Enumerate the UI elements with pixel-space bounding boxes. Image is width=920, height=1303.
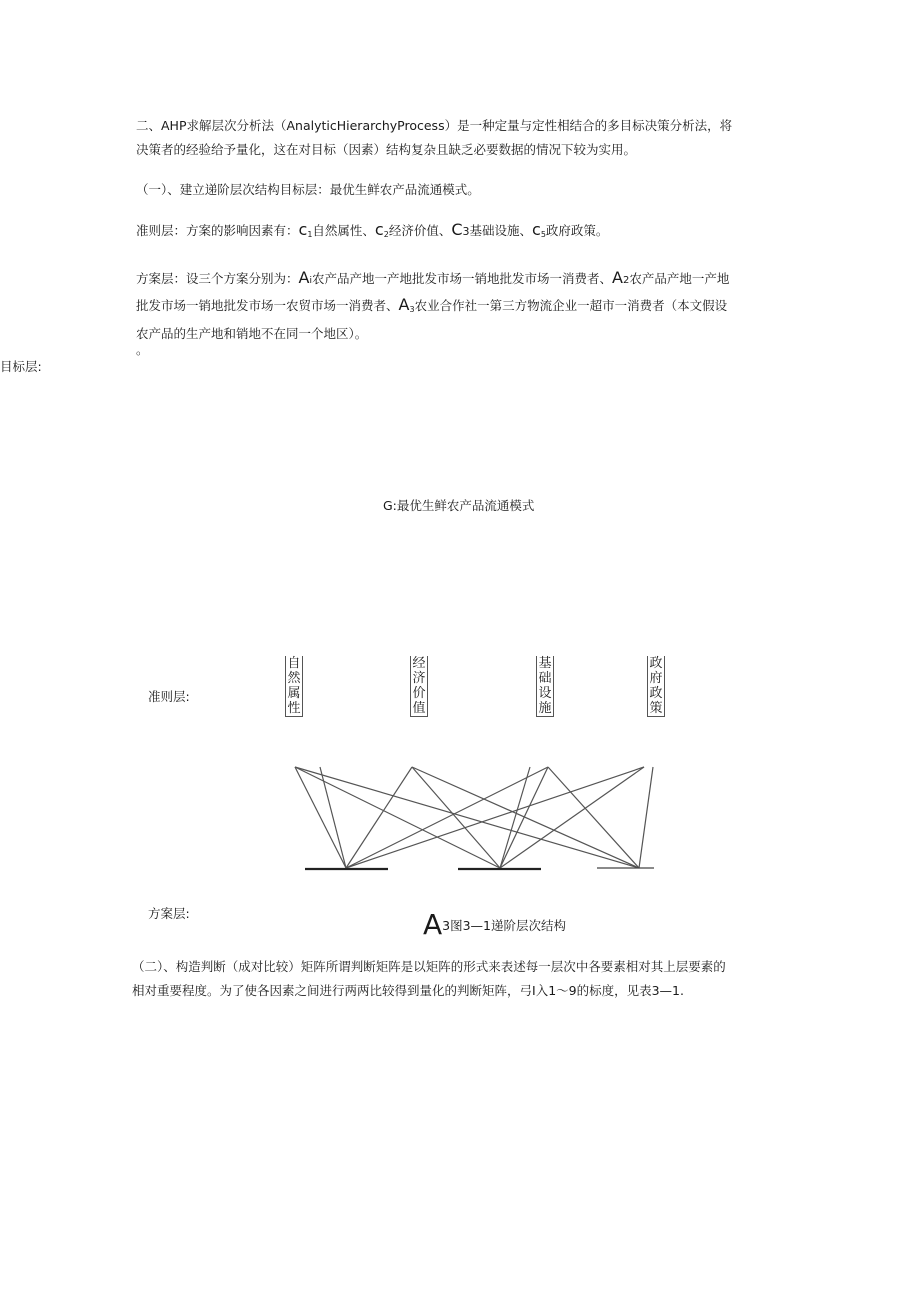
criterion-c2-subscript: 2 [383, 230, 389, 239]
plan-a3-letter: A [398, 295, 410, 314]
criteria-prefix: 准则层：方案的影响因素有： [136, 223, 299, 238]
intro-line-2: 决策者的经验给予量化，这在对目标（因素）结构复杂且缺乏必要数据的情况下较为实用。 [136, 142, 637, 157]
plan-a1-letter: A [298, 268, 310, 287]
criterion-node-infrastructure: 基础设施 [536, 656, 554, 717]
connector-line [639, 767, 653, 868]
plan-a3-text: 农业合作社一第三方物流企业一超市一消费者（本文假设 [414, 298, 728, 313]
criterion-c1-letter: c [298, 220, 308, 239]
connector-line [500, 767, 548, 868]
section-2-line-1: （二）、构造判断（成对比较）矩阵所谓判断矩阵是以矩阵的形式来表述每一层次中各要素相对其上层要素的 [132, 959, 726, 974]
plan-prefix: 方案层：设三个方案分别为： [136, 271, 299, 286]
plan-a1-subscript: i [309, 276, 312, 286]
connector-line [500, 767, 644, 868]
criterion-c5-letter: c [532, 220, 541, 239]
caption-text: 3图3—1递阶层次结构 [442, 918, 567, 933]
plan-a2-text-line1: 农产品产地一产地 [629, 271, 730, 286]
connector-line [320, 767, 346, 868]
criterion-c1-subscript: 1 [307, 230, 313, 239]
criterion-c5-text: 政府政策。 [545, 223, 609, 238]
caption-a3-letter: A [423, 908, 443, 941]
connector-line [548, 767, 639, 868]
connector-line [295, 767, 500, 868]
criterion-node-economic: 经济价值 [410, 656, 428, 717]
section-2-paragraph [132, 955, 792, 1003]
connector-line [346, 767, 644, 868]
criterion-node-natural: 自然属性 [285, 656, 303, 717]
criterion-c1-text: 自然属性、 [312, 223, 375, 238]
goal-node: G:最优生鲜农产品流通模式 [383, 498, 535, 513]
plan-layer-label: 方案层: [148, 906, 190, 921]
intro-line-1: 二、AHP求解层次分析法（AnalyticHierarchyProcess）是一种定量与定性相结合的多目标决策分析法，将 [136, 118, 733, 133]
figure-caption [423, 908, 566, 941]
plan-a2-letter: A [612, 268, 623, 287]
criterion-c2-letter: c [374, 220, 384, 239]
connector-line [295, 767, 639, 868]
connector-line [412, 767, 500, 868]
criterion-c5-subscript: 5 [540, 230, 546, 239]
criterion-c3-letter: C [451, 220, 463, 239]
stray-dot: 。 [136, 342, 149, 357]
criteria-layer-label: 准则层: [148, 689, 190, 704]
connector-line [295, 767, 346, 868]
criterion-node-policy: 政府政策 [647, 656, 665, 717]
criterion-c3-text: 基础设施、 [469, 223, 533, 238]
criterion-c3-subscript: 3 [462, 225, 470, 238]
criterion-c2-text: 经济价值、 [388, 223, 452, 238]
section-1-heading: （一）、建立递阶层次结构目标层：最优生鲜农产品流通模式。 [136, 182, 480, 197]
plan-a3-subscript: 3 [409, 305, 415, 314]
plan-line-3: 农产品的生产地和销地不在同一个地区）。 [136, 326, 368, 341]
plan-a2-subscript: 2 [622, 275, 630, 286]
plan-a2-text-line2: 批发市场一销地批发市场一农贸市场一消费者、 [136, 298, 399, 313]
connector-line [346, 767, 412, 868]
plan-a1-text: 农产品产地一产地批发市场一销地批发市场一消费者、 [311, 271, 612, 286]
goal-layer-label: 目标层: [0, 359, 42, 374]
section-2-line-2: 相对重要程度。为了使各因素之间进行两两比较得到量化的判断矩阵，弓I入1～9的标度，见表3—1. [132, 983, 684, 998]
